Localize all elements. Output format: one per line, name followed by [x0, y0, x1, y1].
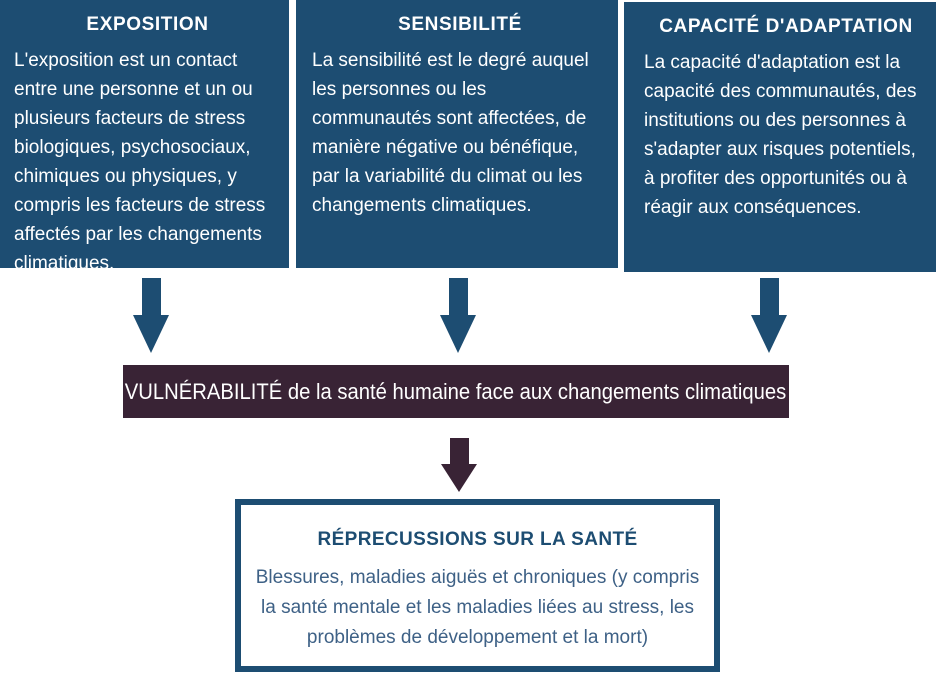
- health-impacts-box: [235, 499, 720, 672]
- arrow-head: [751, 315, 787, 353]
- arrow-head: [440, 315, 476, 353]
- adaptive-capacity-definition: La capacité d'adaptation est la capacité des communautés, des institutions ou des personnes à s'adapter aux risques potentiels, à profiter des opportunités ou à réagir aux conséquences.: [644, 52, 917, 218]
- adaptive-capacity-box: [624, 2, 936, 272]
- exposure-definition: L'exposition est un contact entre une personne et un ou plusieurs facteurs de stress biologiques, psychosociaux, chimiques ou physiques, y compris les facteurs de stress affectés par les changements climatiques.: [14, 50, 266, 274]
- vulnerability-bar: [123, 365, 789, 418]
- arrow-head: [133, 315, 169, 353]
- arrow-shaft: [142, 278, 161, 315]
- down-arrow-icon-adaptive-capacity: [751, 278, 787, 353]
- arrow-shaft: [449, 278, 468, 315]
- sensitivity-title: SENSIBILITÉ: [398, 14, 522, 35]
- arrow-head: [441, 464, 477, 492]
- arrow-shaft: [760, 278, 779, 315]
- arrow-shaft: [450, 438, 469, 464]
- health-impacts-title: RÉPRECUSSIONS SUR LA SANTÉ: [317, 529, 638, 550]
- sensitivity-definition: La sensibilité est le degré auquel les personnes ou les communautés sont affectées, de manière négative ou bénéfique, par la variabilité du climat ou les changements climatiques.: [312, 50, 589, 216]
- down-arrow-icon-sensitivity: [440, 278, 476, 353]
- sensitivity-box: [296, 0, 618, 268]
- down-arrow-icon-vulnerability: [441, 438, 477, 492]
- vulnerability-bar-text: VULNÉRABILITÉ de la santé humaine face aux changements climatiques: [125, 378, 787, 404]
- down-arrow-icon-exposure: [133, 278, 169, 353]
- exposure-box: [0, 0, 289, 274]
- health-impacts-body: Blessures, maladies aiguës et chroniques (y compris la santé mentale et les maladies liées au stress, les problèmes de développement et la mort): [255, 567, 700, 648]
- adaptive-capacity-title: CAPACITÉ D'ADAPTATION: [659, 16, 913, 37]
- exposure-title: EXPOSITION: [86, 14, 209, 35]
